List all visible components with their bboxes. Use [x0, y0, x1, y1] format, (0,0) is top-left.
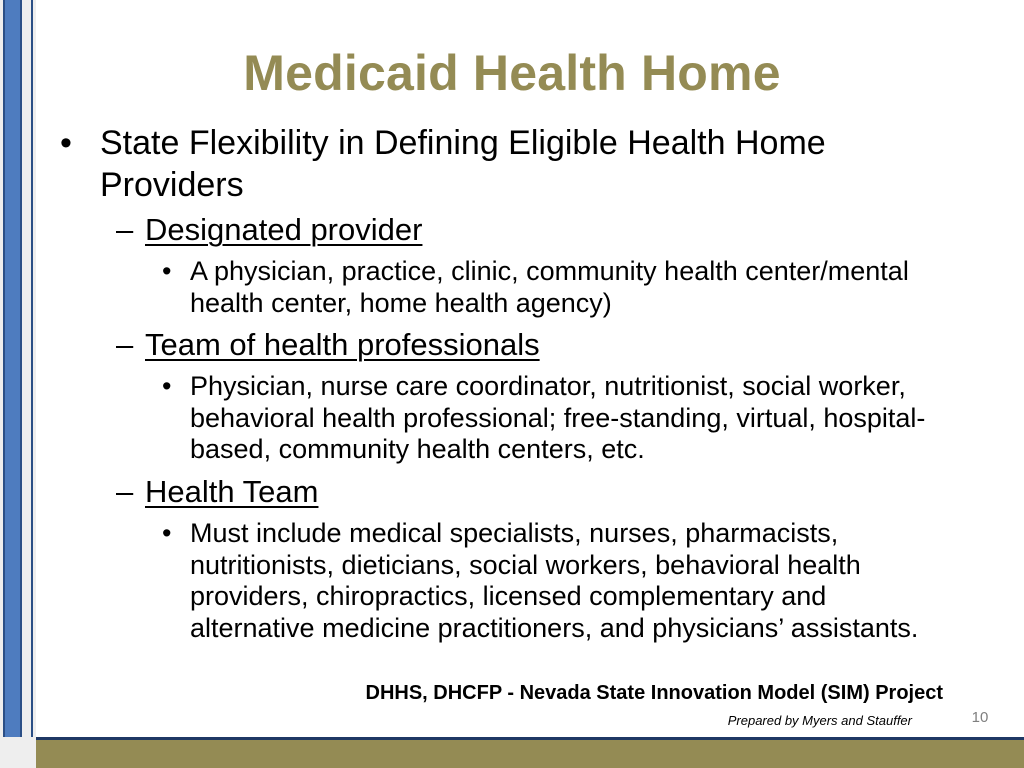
bottom-corner [0, 737, 36, 768]
dash-icon: – [116, 212, 134, 247]
section-heading-text: Designated provider [145, 212, 423, 247]
section-detail-text: Must include medical specialists, nurses, pharmacists, nutritionists, dieticians, social workers, behavioral health providers, chiropractics, licensed complementary and alternative medicine practitioners, and physicians’ assistants. [190, 518, 919, 643]
bullet-icon: • [162, 518, 172, 548]
bullet-icon: • [162, 371, 172, 401]
footer-prepared-by: Prepared by Myers and Stauffer [727, 713, 912, 728]
bullet-icon: • [162, 256, 172, 286]
footer-project-title: DHHS, DHCFP - Nevada State Innovation Model (SIM) Project [365, 682, 943, 704]
bottom-band [36, 737, 1024, 768]
slide-title: Medicaid Health Home [243, 45, 781, 101]
dash-icon: – [116, 474, 134, 509]
section-heading-text: Health Team [145, 474, 319, 509]
main-bullet-text: State Flexibility in Defining Eligible Health Home Providers [100, 124, 826, 204]
section-detail-text: A physician, practice, clinic, community health center/mental health center, home health agency) [190, 256, 909, 318]
dash-icon: – [116, 327, 134, 362]
left-divider-line [31, 0, 33, 768]
section-detail-text: Physician, nurse care coordinator, nutritionist, social worker, behavioral health professional; free-standing, virtual, hospital-based, community health centers, etc. [190, 371, 926, 464]
page-number: 10 [971, 709, 989, 726]
section-heading-text: Team of health professionals [145, 327, 540, 362]
bullet-icon: • [60, 124, 72, 162]
left-blue-bar [3, 0, 22, 768]
